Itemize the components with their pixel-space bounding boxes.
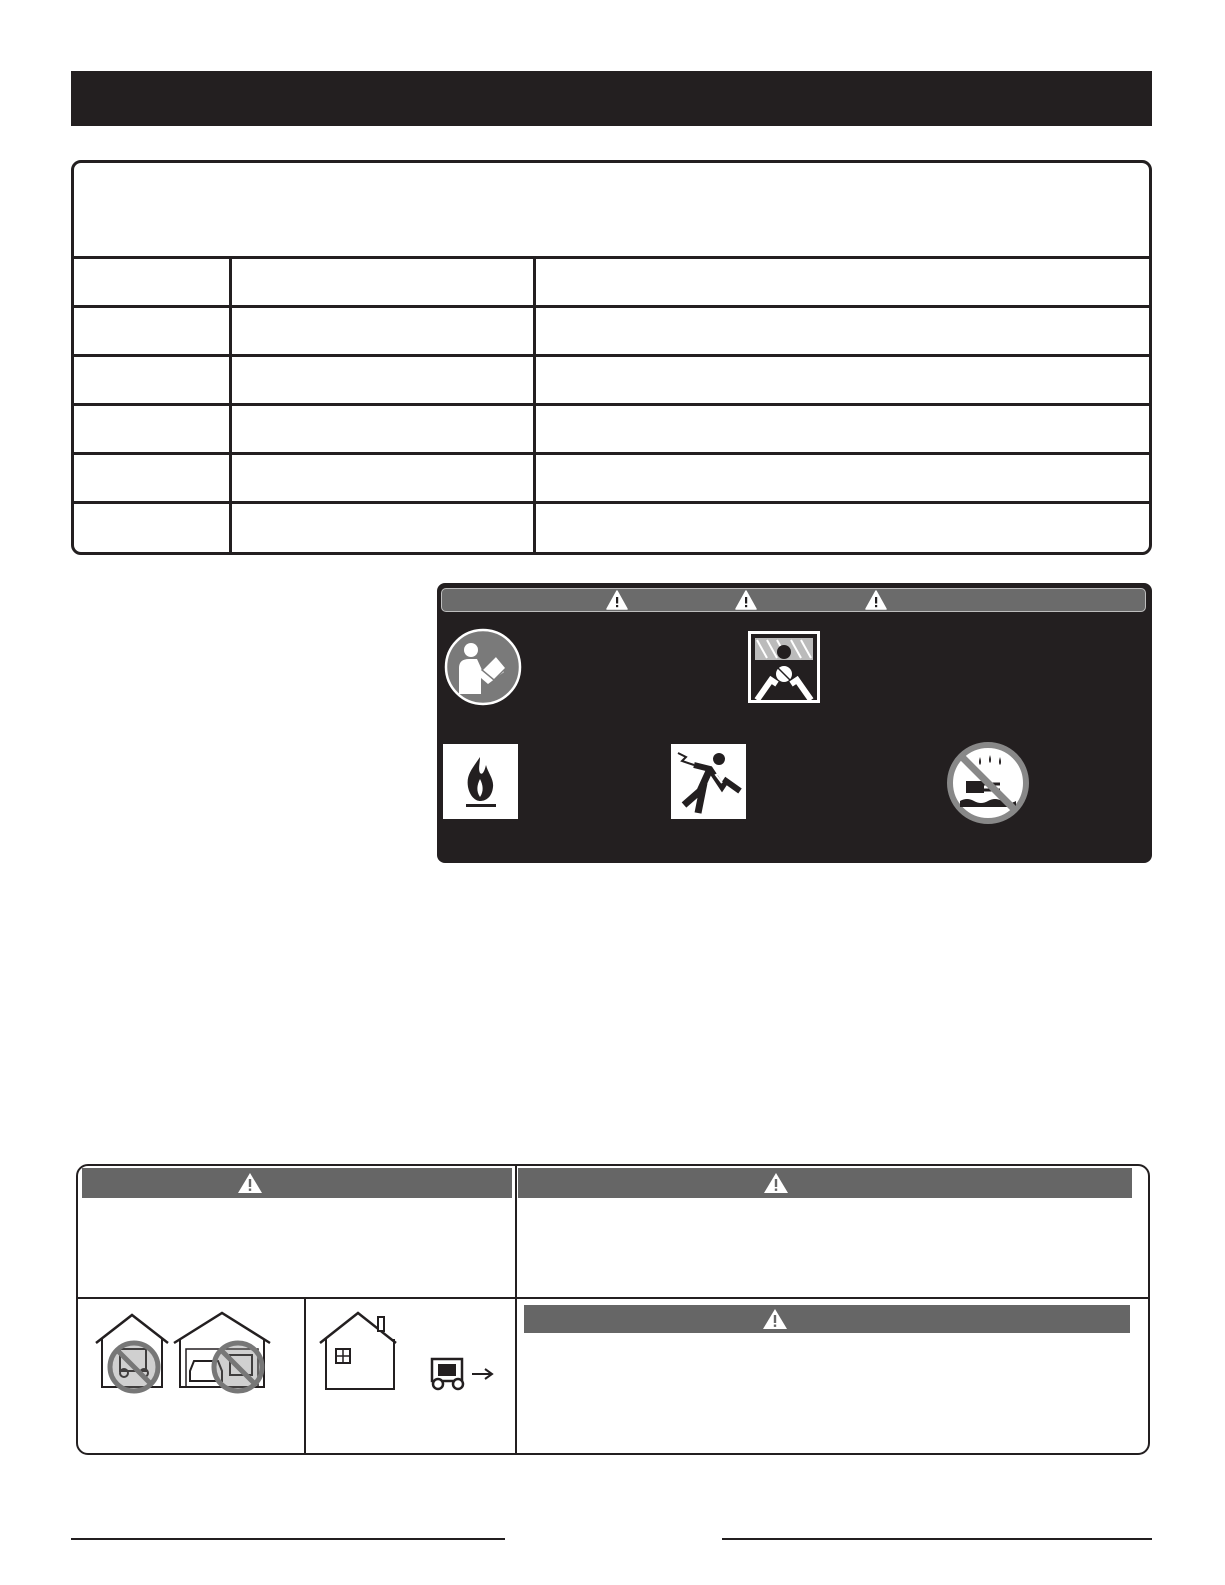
warning-triangle-icon xyxy=(762,1308,788,1330)
generator-outdoors-icon xyxy=(428,1353,468,1391)
right-warning-header xyxy=(518,1168,1132,1198)
symbol-cell xyxy=(74,455,232,501)
safety-warning-panel xyxy=(76,1164,1150,1455)
table-row xyxy=(74,357,1149,406)
meaning-cell xyxy=(536,259,1149,305)
arrow-right-icon xyxy=(471,1367,495,1381)
section-title-bar xyxy=(71,71,1152,126)
footer-rule-right xyxy=(722,1538,1152,1540)
meaning-cell xyxy=(536,504,1149,554)
no-indoor-use-icon xyxy=(92,1311,172,1396)
symbol-table xyxy=(71,160,1152,555)
electrocution-hazard-icon xyxy=(670,743,747,820)
name-cell xyxy=(232,259,536,305)
exhaust-hazard-icon xyxy=(747,630,821,704)
fire-hazard-icon xyxy=(442,743,519,820)
warning-triangle-icon xyxy=(735,590,757,610)
table-row xyxy=(74,406,1149,455)
meaning-cell xyxy=(536,406,1149,452)
table-row xyxy=(74,308,1149,357)
symbol-cell xyxy=(74,259,232,305)
house-icon xyxy=(318,1309,408,1395)
column-divider xyxy=(515,1166,517,1455)
symbol-cell xyxy=(74,504,232,554)
table-row xyxy=(74,455,1149,504)
symbol-cell xyxy=(74,357,232,403)
table-intro xyxy=(74,163,1149,259)
row-divider xyxy=(78,1297,1150,1299)
name-cell xyxy=(232,455,536,501)
warning-triangle-icon xyxy=(237,1172,263,1194)
read-manual-icon xyxy=(444,628,522,706)
meaning-cell xyxy=(536,308,1149,354)
image-divider xyxy=(304,1297,306,1455)
hazard-label-header xyxy=(441,588,1146,612)
meaning-cell xyxy=(536,455,1149,501)
lower-warning-header xyxy=(524,1305,1130,1333)
table-row xyxy=(74,504,1149,554)
name-cell xyxy=(232,308,536,354)
left-warning-header xyxy=(82,1168,512,1198)
symbol-cell xyxy=(74,308,232,354)
name-cell xyxy=(232,504,536,554)
table-row xyxy=(74,259,1149,308)
hazard-label-panel xyxy=(437,583,1152,863)
no-wet-conditions-icon xyxy=(946,741,1030,825)
name-cell xyxy=(232,406,536,452)
name-cell xyxy=(232,357,536,403)
warning-triangle-icon xyxy=(763,1172,789,1194)
warning-triangle-icon xyxy=(606,590,628,610)
footer-rule-left xyxy=(71,1538,505,1540)
warning-triangle-icon xyxy=(865,590,887,610)
no-garage-use-icon xyxy=(172,1309,272,1396)
meaning-cell xyxy=(536,357,1149,403)
symbol-cell xyxy=(74,406,232,452)
